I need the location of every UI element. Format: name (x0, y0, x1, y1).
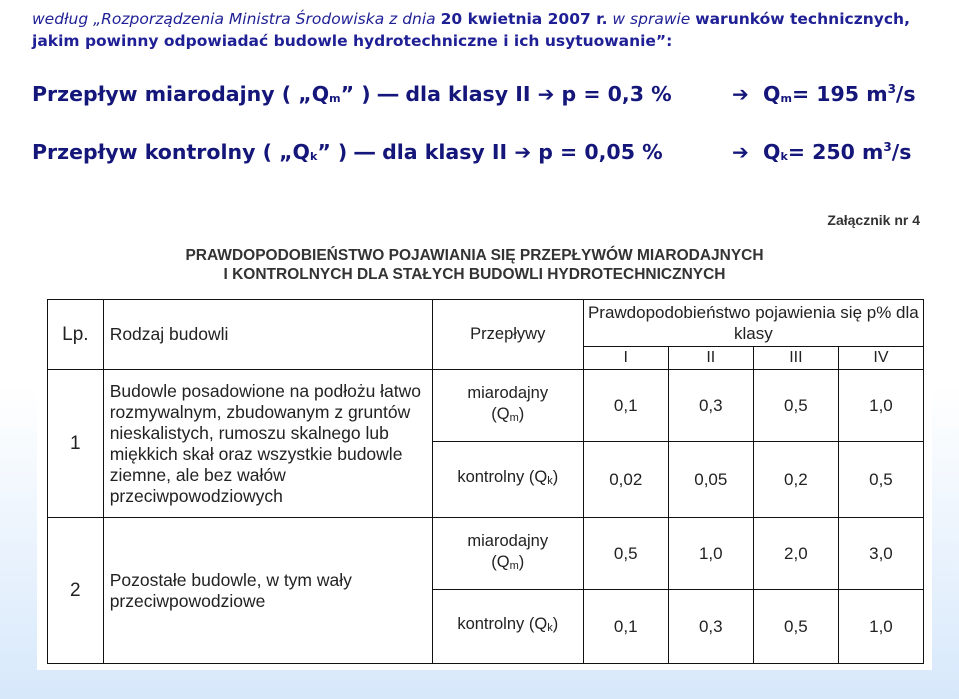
value-cell: 1,0 (838, 590, 923, 664)
value-cell: 0,1 (583, 370, 668, 442)
control-flow-line (32, 140, 947, 164)
flow-label: Przepływ kontrolny ( „Qk” ) ― dla klasy II (32, 140, 508, 164)
flow-probability: p = 0,05 % (538, 140, 663, 164)
probability-table (47, 299, 924, 664)
row-lp: 2 (48, 518, 104, 664)
value-cell: 1,0 (838, 370, 923, 442)
flow-result: ➔ Qm= 195 m3/s (732, 82, 916, 106)
value-cell: 0,1 (583, 590, 668, 664)
row-type: Pozostałe budowle, w tym wały przeciwpowodziowe (103, 518, 432, 664)
value-cell: 0,3 (668, 590, 753, 664)
value-cell: 2,0 (753, 518, 838, 590)
value-cell: 0,5 (753, 370, 838, 442)
header-flows: Przepływy (432, 300, 583, 370)
header-lp: Lp. (48, 300, 104, 370)
header-probability: Prawdopodobieństwo pojawienia się p% dla klasy (583, 300, 923, 347)
document-title: PRAWDOPODOBIEŃSTWO POJAWIANIA SIĘ PRZEPŁYWÓW MIARODAJNYCH I KONTROLNYCH DLA STAŁYCH BUDOWLI HYDROTECHNICZNYCH (185, 247, 764, 283)
row-lp: 1 (48, 370, 104, 518)
annex-document (37, 204, 932, 670)
header-class-1: I (583, 347, 668, 370)
value-cell: 0,2 (753, 442, 838, 518)
annex-label: Załącznik nr 4 (827, 212, 920, 228)
row-type: Budowle posadowione na podłożu łatwo rozmywalnym, zbudowanym z gruntów nieskalistych, rumoszu skalnego lub miękkich skał oraz wszystkie budowle ziemne, ale bez wałów przeciwpowodziowych (103, 370, 432, 518)
intro-date: 20 kwietnia 2007 r. (440, 10, 608, 28)
value-cell: 0,02 (583, 442, 668, 518)
value-cell: 0,5 (838, 442, 923, 518)
intro-part3: w sprawie (607, 10, 696, 28)
value-cell: 1,0 (668, 518, 753, 590)
intro-part1: według „Rozporządzenia Ministra Środowiska z dnia (32, 10, 441, 28)
header-class-3: III (753, 347, 838, 370)
row-flow-design: miarodajny (Qm) (432, 370, 583, 442)
value-cell: 0,3 (668, 370, 753, 442)
value-cell: 3,0 (838, 518, 923, 590)
header-type: Rodzaj budowli (103, 300, 432, 370)
flow-label: Przepływ miarodajny ( „Qm” ) ― dla klasy II (32, 82, 531, 106)
flow-probability: p = 0,3 % (561, 82, 672, 106)
right-arrow-icon: ➔ (537, 82, 555, 106)
row-flow-control: kontrolny (Qk) (432, 442, 583, 518)
header-class-4: IV (838, 347, 923, 370)
value-cell: 0,5 (583, 518, 668, 590)
intro-text (32, 8, 942, 52)
right-arrow-icon: ➔ (732, 82, 749, 106)
right-arrow-icon: ➔ (732, 140, 749, 164)
table-row (48, 518, 924, 590)
right-arrow-icon: ➔ (514, 140, 532, 164)
row-flow-control: kontrolny (Qk) (432, 590, 583, 664)
design-flow-line (32, 82, 947, 106)
row-flow-design: miarodajny (Qm) (432, 518, 583, 590)
value-cell: 0,05 (668, 442, 753, 518)
intro-part4: warunków technicznych, jakim powinny odpowiadać budowle hydrotechniczne i ich usytuowanie”: (32, 10, 910, 50)
value-cell: 0,5 (753, 590, 838, 664)
header-class-2: II (668, 347, 753, 370)
flow-result: ➔ Qk= 250 m3/s (732, 140, 912, 164)
table-row (48, 370, 924, 442)
